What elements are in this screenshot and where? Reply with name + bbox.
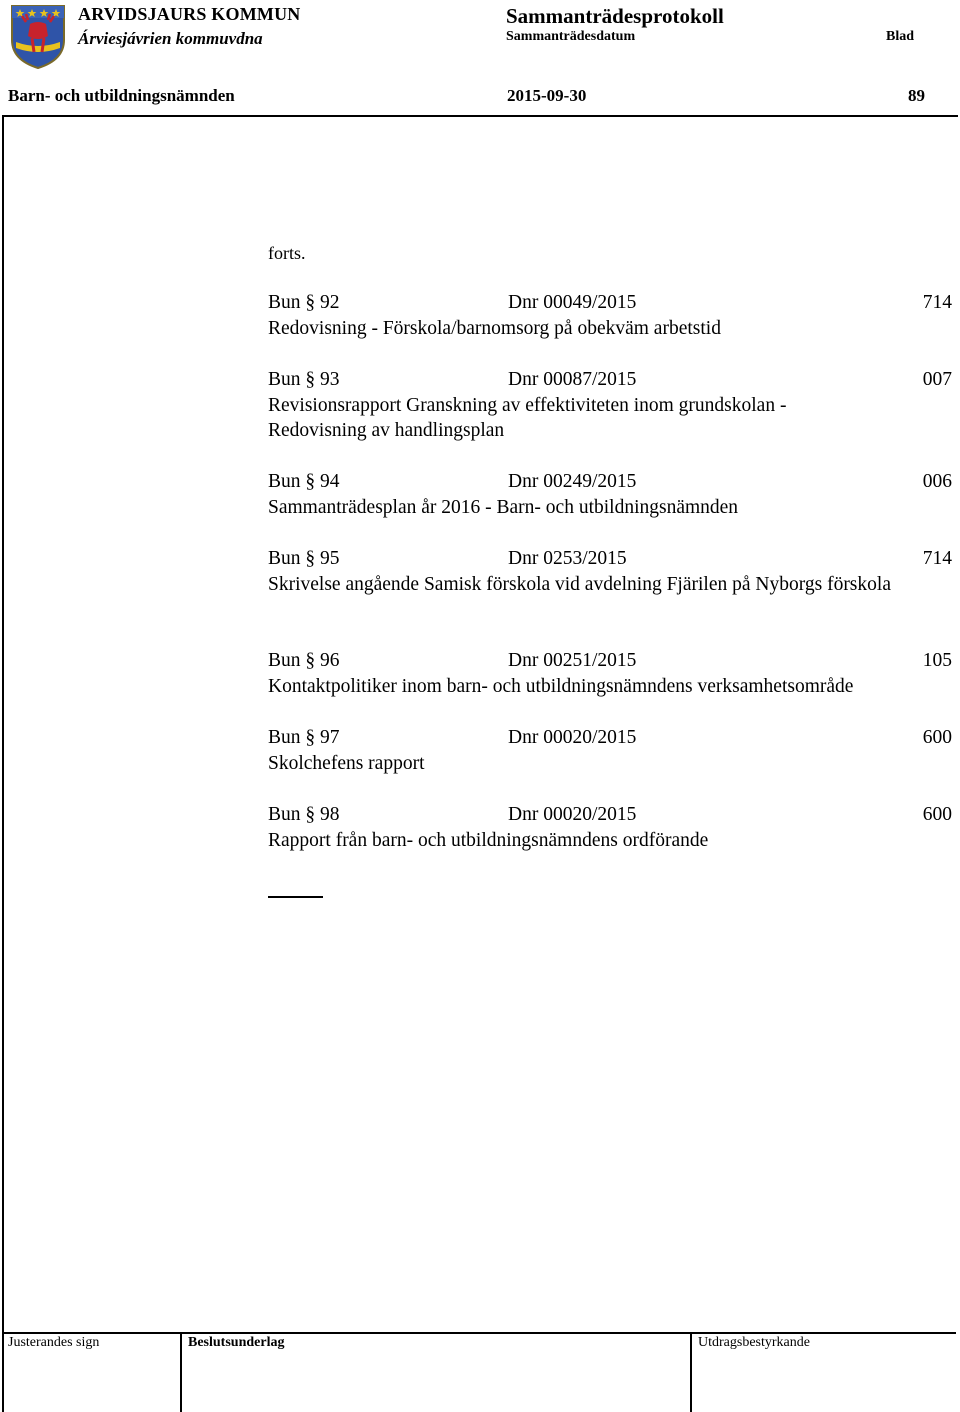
agenda-item (268, 725, 954, 776)
agenda-item (268, 648, 954, 699)
extract-certifier-label: Utdragsbestyrkande (698, 1335, 810, 1350)
item-class: 105 (922, 650, 952, 671)
item-code: Bun § 96 (268, 650, 340, 671)
item-title: Redovisning - Förskola/barnomsorg på obekväm arbetstid (268, 317, 721, 339)
item-class: 714 (922, 292, 952, 313)
item-dnr: Dnr 00251/2015 (508, 650, 637, 671)
item-code: Bun § 92 (268, 292, 340, 313)
item-title: Revisionsrapport Granskning av effektiviteten inom grundskolan - Redovisning av handlingsplan (268, 394, 787, 441)
decision-basis-label: Beslutsunderlag (188, 1335, 285, 1350)
item-class: 007 (922, 369, 952, 390)
adjuster-sign-label: Justerandes sign (8, 1335, 100, 1350)
footer-rule (2, 1332, 956, 1334)
item-class: 600 (922, 804, 952, 825)
item-title: Sammanträdesplan år 2016 - Barn- och utbildningsnämnden (268, 496, 739, 518)
coat-of-arms-icon (8, 2, 68, 70)
page-number: 89 (908, 86, 925, 105)
item-title: Skolchefens rapport (268, 752, 425, 774)
end-of-section-rule (268, 896, 323, 898)
agenda-item (268, 290, 954, 341)
item-dnr: Dnr 00087/2015 (508, 369, 637, 390)
agenda-item (268, 469, 954, 520)
organization-name: ARVIDSJAURS KOMMUN (78, 4, 301, 24)
item-title: Skrivelse angående Samisk förskola vid avdelning Fjärilen på Nyborgs förskola (268, 573, 891, 595)
item-dnr: Dnr 00020/2015 (508, 804, 637, 825)
item-dnr: Dnr 00049/2015 (508, 292, 637, 313)
frame-top-rule (2, 115, 958, 117)
agenda-item (268, 802, 954, 853)
continued-marker: forts. (268, 243, 306, 263)
item-code: Bun § 95 (268, 548, 340, 569)
organization-name-sami: Árviesjávrien kommuvdna (78, 29, 263, 48)
frame-left-rule (2, 115, 4, 1412)
item-dnr: Dnr 00249/2015 (508, 471, 637, 492)
footer-divider (180, 1332, 182, 1412)
page-label: Blad (886, 29, 915, 44)
item-dnr: Dnr 00020/2015 (508, 727, 637, 748)
committee-name: Barn- och utbildningsnämnden (8, 86, 235, 105)
agenda-item (268, 546, 954, 597)
item-code: Bun § 94 (268, 471, 340, 492)
item-class: 714 (922, 548, 952, 569)
document-title: Sammanträdesprotokoll (506, 4, 724, 28)
item-dnr: Dnr 0253/2015 (508, 548, 627, 569)
meeting-date: 2015-09-30 (507, 86, 587, 105)
item-class: 600 (922, 727, 952, 748)
agenda-item (268, 367, 954, 444)
item-code: Bun § 98 (268, 804, 340, 825)
item-class: 006 (922, 471, 952, 492)
item-code: Bun § 93 (268, 369, 340, 390)
item-title: Rapport från barn- och utbildningsnämndens ordförande (268, 829, 709, 851)
footer-divider (690, 1332, 692, 1412)
meeting-date-label: Sammanträdesdatum (506, 29, 636, 44)
item-title: Kontaktpolitiker inom barn- och utbildningsnämndens verksamhetsområde (268, 675, 854, 697)
item-code: Bun § 97 (268, 727, 340, 748)
